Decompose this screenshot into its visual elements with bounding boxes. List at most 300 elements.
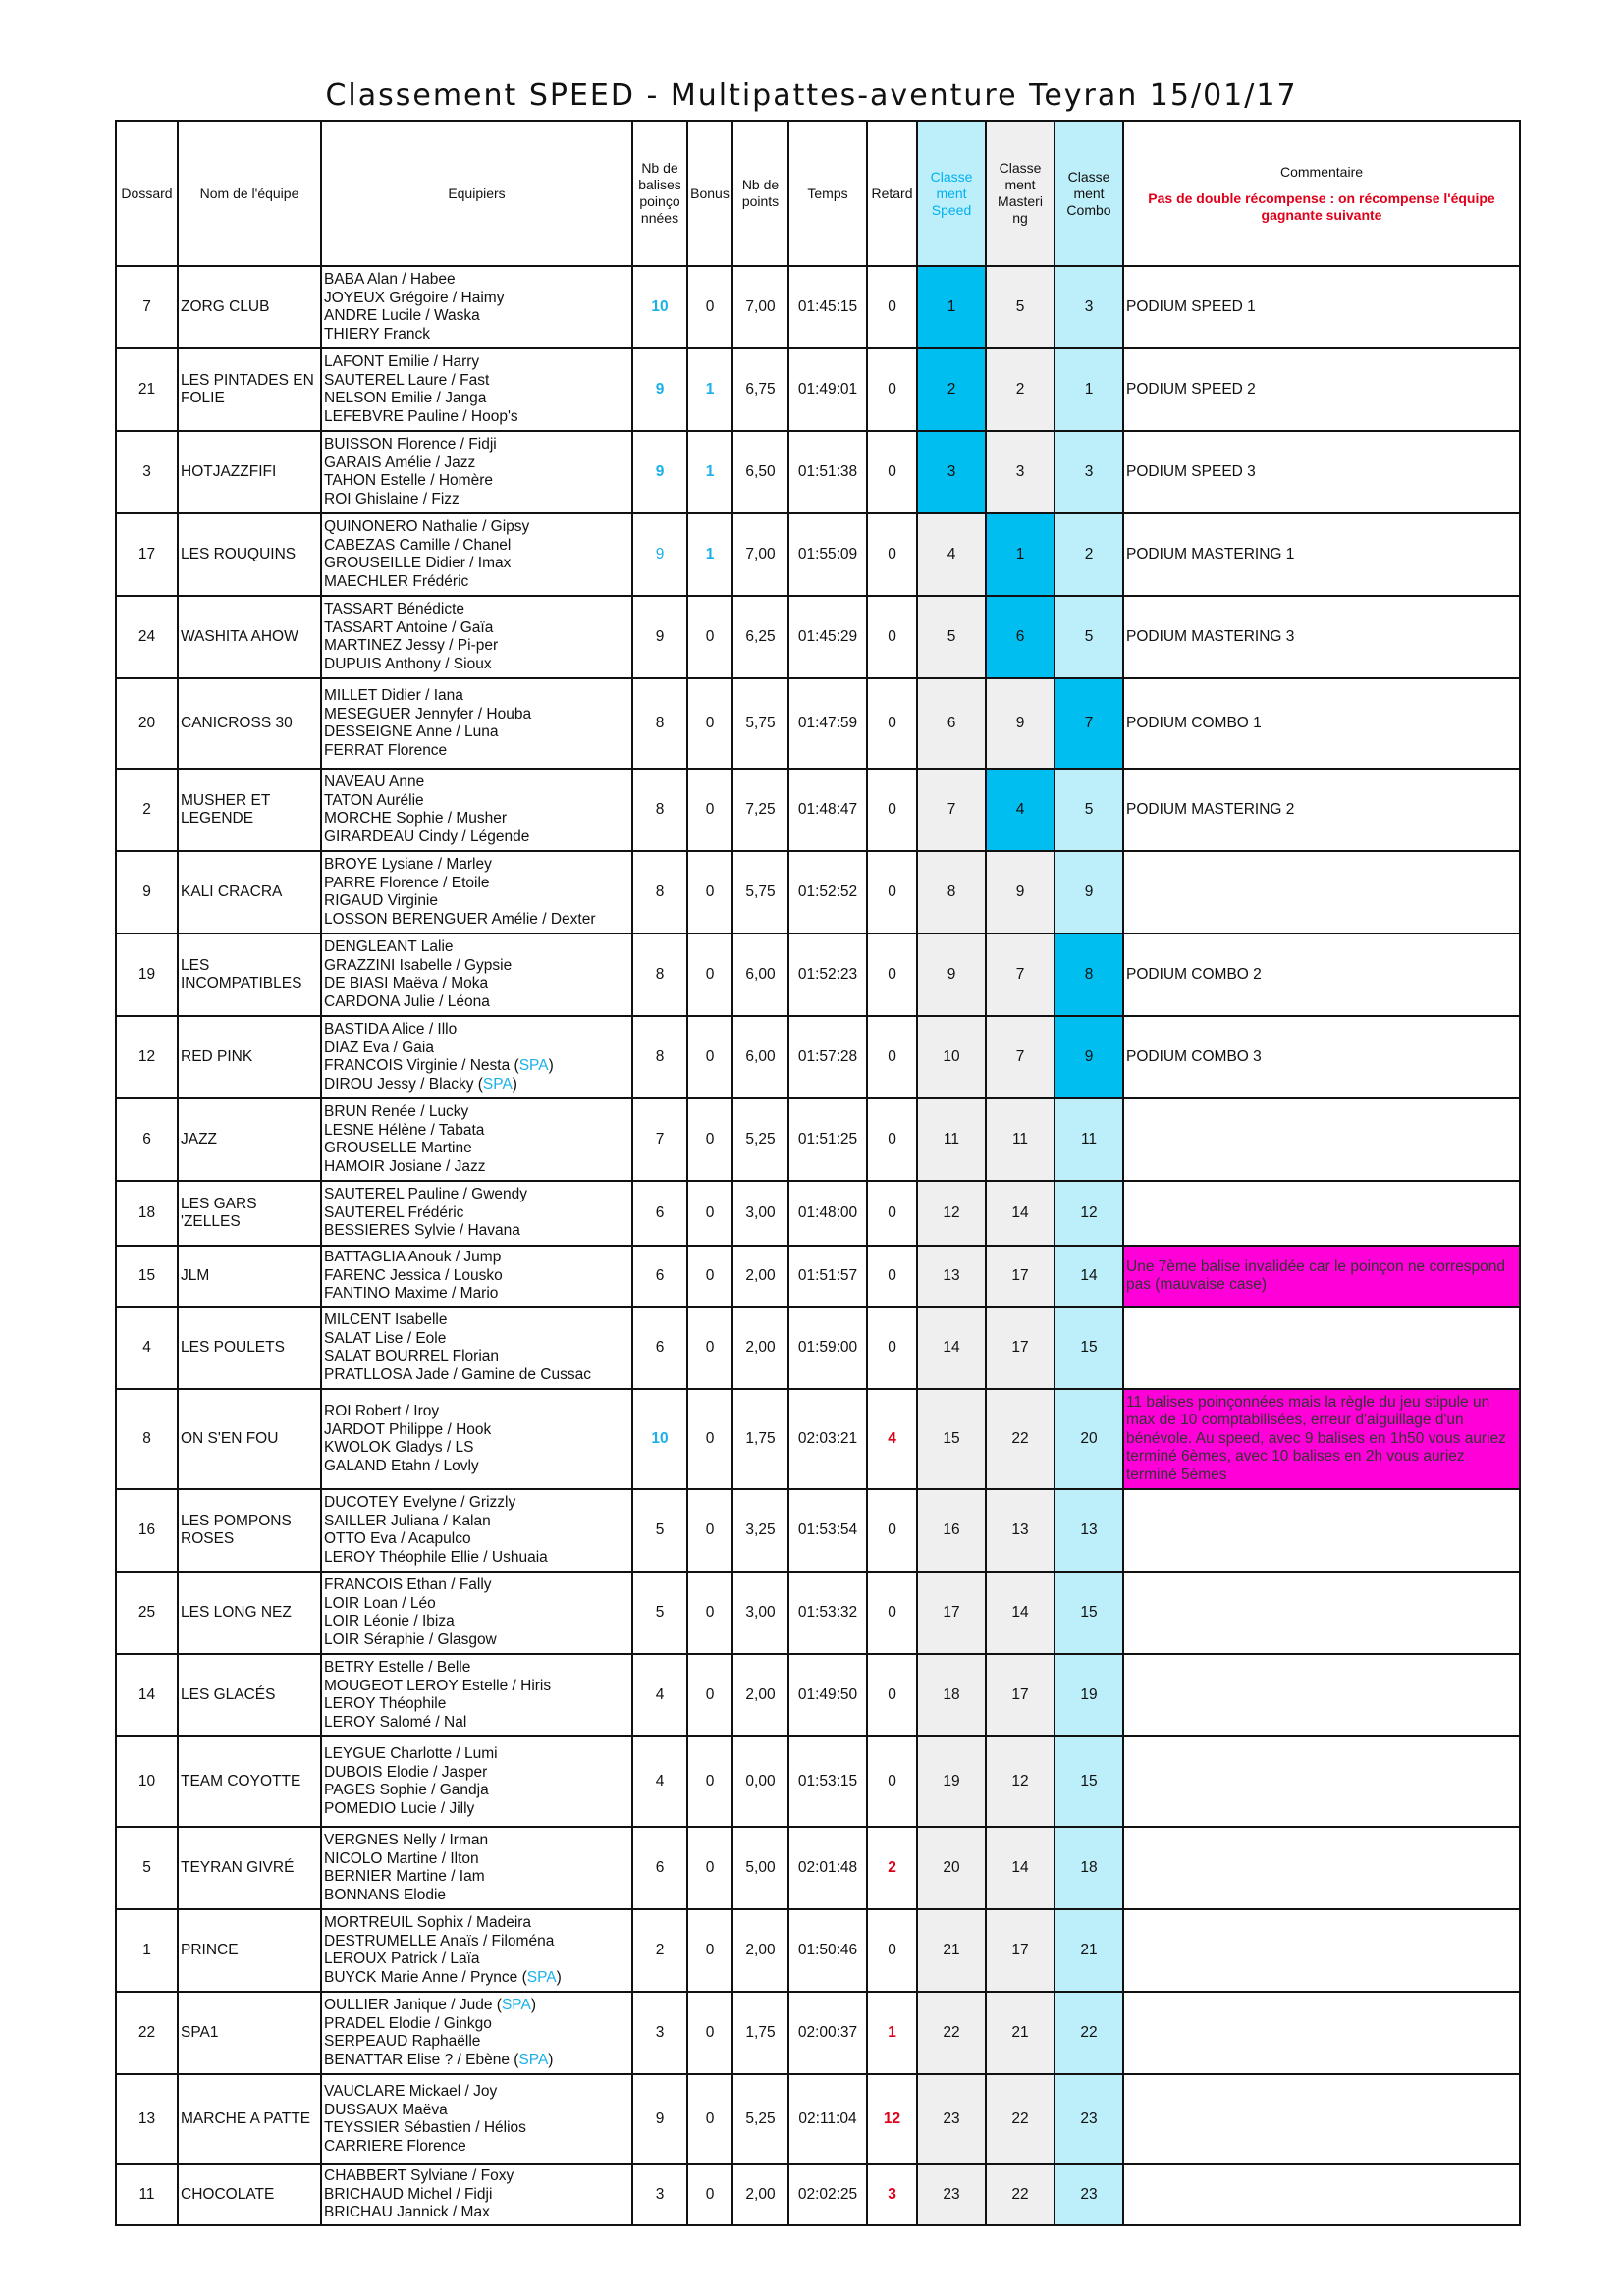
cell-temps: 02:01:48 [788, 1827, 867, 1909]
cell-rank-speed: 19 [917, 1736, 986, 1827]
cell-points: 5,75 [732, 851, 788, 934]
cell-retard: 4 [867, 1389, 917, 1489]
cell-points: 0,00 [732, 1736, 788, 1827]
cell-dossard: 4 [116, 1307, 178, 1389]
cell-commentaire: PODIUM SPEED 3 [1123, 431, 1520, 513]
cell-points: 5,25 [732, 1098, 788, 1181]
cell-rank-mastering: 3 [986, 431, 1055, 513]
cell-rank-mastering: 7 [986, 1016, 1055, 1098]
member-line: GARAIS Amélie / Jazz [324, 454, 476, 471]
header-balises: Nb de balises poinço nnées [632, 121, 687, 266]
cell-members [321, 1307, 632, 1389]
member-line: CABEZAS Camille / Chanel [324, 536, 512, 554]
member-line: SALAT Lise / Eole [324, 1329, 447, 1347]
member-line: OTTO Eva / Acapulco [324, 1530, 471, 1547]
member-suffix: ) [556, 1968, 562, 1986]
cell-balises: 5 [632, 1572, 687, 1654]
member-line: NICOLO Martine / Ilton [324, 1849, 479, 1867]
cell-rank-combo: 5 [1055, 769, 1123, 851]
table-row [116, 1736, 1520, 1827]
cell-points: 1,75 [732, 1389, 788, 1489]
member-line: TATON Aurélie [324, 791, 424, 809]
cell-retard: 0 [867, 1736, 917, 1827]
cell-bonus: 0 [687, 1827, 732, 1909]
cell-rank-mastering: 17 [986, 1654, 1055, 1736]
table-row [116, 266, 1520, 348]
cell-dossard: 9 [116, 851, 178, 934]
cell-bonus: 0 [687, 266, 732, 348]
cell-commentaire: 11 balises poinçonnées mais la règle du jeu stipule un max de 10 comptabilisées, erreur d'aiguillage d'un bénévole. Au speed, avec 9 balises en 1h50 vous auriez terminé 6èmes, avec 10 balises en 2h vous auriez terminé 5èmes [1123, 1389, 1520, 1489]
header-commentaire [1123, 121, 1520, 266]
cell-rank-speed: 23 [917, 2074, 986, 2164]
cell-rank-mastering: 9 [986, 678, 1055, 769]
cell-balises: 6 [632, 1181, 687, 1246]
member-line: QUINONERO Nathalie / Gipsy [324, 518, 530, 535]
cell-commentaire: PODIUM COMBO 1 [1123, 678, 1520, 769]
cell-commentaire: PODIUM MASTERING 3 [1123, 596, 1520, 678]
table-row [116, 1246, 1520, 1307]
member-line: BUISSON Florence / Fidji [324, 436, 497, 453]
member-line: FRANCOIS Ethan / Fally [324, 1576, 492, 1593]
cell-points: 5,00 [732, 1827, 788, 1909]
cell-points: 1,75 [732, 1992, 788, 2074]
cell-bonus: 1 [687, 513, 732, 596]
cell-rank-mastering: 17 [986, 1909, 1055, 1992]
member-line: NAVEAU Anne [324, 774, 425, 790]
cell-members [321, 431, 632, 513]
member-line: MILLET Didier / Iana [324, 687, 463, 704]
cell-dossard: 21 [116, 348, 178, 431]
cell-retard: 0 [867, 1246, 917, 1307]
cell-rank-combo: 2 [1055, 513, 1123, 596]
cell-commentaire [1123, 1572, 1520, 1654]
cell-bonus: 0 [687, 1246, 732, 1307]
cell-dossard: 17 [116, 513, 178, 596]
cell-team: LES ROUQUINS [178, 513, 321, 596]
cell-retard: 1 [867, 1992, 917, 2074]
cell-temps: 01:48:00 [788, 1181, 867, 1246]
header-rank-combo: Classe ment Combo [1055, 121, 1123, 266]
cell-retard: 0 [867, 1572, 917, 1654]
cell-dossard: 20 [116, 678, 178, 769]
cell-rank-combo: 8 [1055, 934, 1123, 1016]
cell-members [321, 348, 632, 431]
member-line: TEYSSIER Sébastien / Hélios [324, 2119, 526, 2136]
member-line: BROYE Lysiane / Marley [324, 856, 492, 873]
cell-temps: 02:00:37 [788, 1992, 867, 2074]
cell-team: LES LONG NEZ [178, 1572, 321, 1654]
cell-points: 6,00 [732, 1016, 788, 1098]
cell-team: LES POULETS [178, 1307, 321, 1389]
member-line: CARRIERE Florence [324, 2137, 466, 2155]
member-line: GROUSEILLE Didier / Imax [324, 555, 512, 571]
cell-bonus: 0 [687, 851, 732, 934]
cell-team: JLM [178, 1246, 321, 1307]
cell-retard: 3 [867, 2164, 917, 2225]
cell-dossard: 10 [116, 1736, 178, 1827]
member-line: KWOLOK Gladys / LS [324, 1439, 474, 1456]
cell-points: 3,00 [732, 1572, 788, 1654]
member-line: LOSSON BERENGUER Amélie / Dexter [324, 910, 596, 928]
cell-retard: 0 [867, 1654, 917, 1736]
cell-bonus: 0 [687, 2074, 732, 2164]
cell-balises: 3 [632, 1992, 687, 2074]
cell-temps: 01:51:25 [788, 1098, 867, 1181]
member-line: DENGLEANT Lalie [324, 938, 454, 955]
cell-retard: 0 [867, 513, 917, 596]
table-row [116, 769, 1520, 851]
member-line: SALAT BOURREL Florian [324, 1348, 500, 1364]
cell-rank-mastering: 14 [986, 1572, 1055, 1654]
cell-commentaire [1123, 2164, 1520, 2225]
table-row [116, 513, 1520, 596]
member-line: LEROY Salomé / Nal [324, 1713, 467, 1731]
member-line: PRADEL Elodie / Ginkgo [324, 2014, 492, 2032]
cell-team: WASHITA AHOW [178, 596, 321, 678]
cell-team: LES PINTADES EN FOLIE [178, 348, 321, 431]
header-rank-mastering: Classe ment Masteri ng [986, 121, 1055, 266]
cell-dossard: 24 [116, 596, 178, 678]
cell-team: LES GLACÉS [178, 1654, 321, 1736]
member-line: VAUCLARE Mickael / Joy [324, 2083, 498, 2100]
cell-bonus: 0 [687, 769, 732, 851]
spa-tag: SPA [518, 1057, 549, 1074]
cell-points: 7,00 [732, 266, 788, 348]
cell-members [321, 1572, 632, 1654]
cell-members [321, 1489, 632, 1572]
cell-temps: 01:49:50 [788, 1654, 867, 1736]
cell-retard: 0 [867, 596, 917, 678]
cell-rank-combo: 20 [1055, 1389, 1123, 1489]
cell-rank-mastering: 17 [986, 1246, 1055, 1307]
member-line: LEROY Théophile Ellie / Ushuaia [324, 1548, 548, 1566]
cell-balises: 6 [632, 1307, 687, 1389]
member-line: BRICHAU Jannick / Max [324, 2204, 490, 2221]
cell-balises: 9 [632, 348, 687, 431]
cell-dossard: 13 [116, 2074, 178, 2164]
cell-retard: 12 [867, 2074, 917, 2164]
cell-rank-mastering: 5 [986, 266, 1055, 348]
table-row [116, 934, 1520, 1016]
member-line: LEYGUE Charlotte / Lumi [324, 1745, 498, 1762]
member-line: BESSIERES Sylvie / Havana [324, 1222, 520, 1240]
cell-commentaire: Une 7ème balise invalidée car le poinçon ne correspond pas (mauvaise case) [1123, 1246, 1520, 1307]
cell-points: 5,25 [732, 2074, 788, 2164]
table-row [116, 2074, 1520, 2164]
cell-commentaire: PODIUM COMBO 3 [1123, 1016, 1520, 1098]
cell-retard: 0 [867, 1016, 917, 1098]
cell-temps: 02:03:21 [788, 1389, 867, 1489]
cell-dossard: 18 [116, 1181, 178, 1246]
cell-points: 6,00 [732, 934, 788, 1016]
cell-balises: 9 [632, 596, 687, 678]
table-row [116, 1489, 1520, 1572]
cell-points: 2,00 [732, 1246, 788, 1307]
cell-temps: 01:47:59 [788, 678, 867, 769]
cell-balises: 8 [632, 934, 687, 1016]
ranking-table [115, 120, 1521, 2226]
table-row [116, 1016, 1520, 1098]
cell-temps: 01:52:52 [788, 851, 867, 934]
member-line [324, 2052, 629, 2070]
cell-rank-speed: 7 [917, 769, 986, 851]
member-line: GRAZZINI Isabelle / Gypsie [324, 956, 513, 974]
cell-bonus: 0 [687, 1654, 732, 1736]
cell-members [321, 1909, 632, 1992]
cell-members [321, 513, 632, 596]
cell-members [321, 596, 632, 678]
cell-members [321, 2074, 632, 2164]
cell-temps: 01:45:29 [788, 596, 867, 678]
cell-members [321, 1827, 632, 1909]
table-row [116, 1992, 1520, 2074]
cell-rank-mastering: 14 [986, 1827, 1055, 1909]
member-line: MORTREUIL Sophix / Madeira [324, 1914, 532, 1931]
cell-balises: 8 [632, 678, 687, 769]
header-dossard: Dossard [116, 121, 178, 266]
cell-commentaire [1123, 1736, 1520, 1827]
cell-temps: 02:02:25 [788, 2164, 867, 2225]
cell-balises: 4 [632, 1736, 687, 1827]
cell-bonus: 0 [687, 1572, 732, 1654]
cell-rank-combo: 9 [1055, 1016, 1123, 1098]
spa-tag: SPA [518, 2051, 549, 2068]
cell-rank-speed: 12 [917, 1181, 986, 1246]
cell-balises: 10 [632, 266, 687, 348]
table-row [116, 1572, 1520, 1654]
table-row [116, 1827, 1520, 1909]
cell-rank-combo: 15 [1055, 1572, 1123, 1654]
cell-rank-combo: 18 [1055, 1827, 1123, 1909]
cell-balises: 6 [632, 1827, 687, 1909]
cell-dossard: 25 [116, 1572, 178, 1654]
member-line: POMEDIO Lucie / Jilly [324, 1799, 475, 1817]
cell-bonus: 0 [687, 1016, 732, 1098]
member-line: JARDOT Philippe / Hook [324, 1420, 492, 1438]
cell-rank-speed: 20 [917, 1827, 986, 1909]
cell-points: 2,00 [732, 1307, 788, 1389]
cell-points: 3,25 [732, 1489, 788, 1572]
member-line: FANTINO Maxime / Mario [324, 1285, 499, 1303]
cell-rank-speed: 18 [917, 1654, 986, 1736]
member-line: FERRAT Florence [324, 741, 448, 759]
table-row [116, 1909, 1520, 1992]
cell-members [321, 851, 632, 934]
cell-rank-speed: 2 [917, 348, 986, 431]
member-line: BRUN Renée / Lucky [324, 1103, 469, 1120]
cell-dossard: 7 [116, 266, 178, 348]
cell-temps: 01:50:46 [788, 1909, 867, 1992]
cell-retard: 2 [867, 1827, 917, 1909]
member-line: GROUSELLE Martine [324, 1140, 472, 1156]
spa-tag: SPA [482, 1075, 513, 1093]
cell-team: KALI CRACRA [178, 851, 321, 934]
cell-commentaire [1123, 1654, 1520, 1736]
header-temps: Temps [788, 121, 867, 266]
cell-commentaire: PODIUM COMBO 2 [1123, 934, 1520, 1016]
member-line: LEROUX Patrick / Laïa [324, 1950, 480, 1967]
cell-rank-mastering: 6 [986, 596, 1055, 678]
cell-rank-combo: 23 [1055, 2164, 1123, 2225]
member-line: TASSART Antoine / Gaïa [324, 618, 494, 636]
cell-rank-combo: 7 [1055, 678, 1123, 769]
cell-points: 2,00 [732, 1909, 788, 1992]
member-line: SERPEAUD Raphaëlle [324, 2033, 481, 2050]
header-commentaire-note: Pas de double récompense : on récompense l'équipe gagnante suivante [1148, 189, 1495, 223]
cell-bonus: 0 [687, 1181, 732, 1246]
cell-balises: 7 [632, 1098, 687, 1181]
header-rank-speed: Classe ment Speed [917, 121, 986, 266]
member-line: GALAND Etahn / Lovly [324, 1457, 479, 1474]
cell-rank-mastering: 22 [986, 1389, 1055, 1489]
spa-tag: SPA [501, 1997, 531, 2013]
member-line: JOYEUX Grégoire / Haimy [324, 289, 505, 306]
cell-team: ON S'EN FOU [178, 1389, 321, 1489]
cell-members [321, 1181, 632, 1246]
table-row [116, 851, 1520, 934]
cell-members [321, 1736, 632, 1827]
member-line [324, 1969, 629, 1988]
member-name: BENATTAR Elise ? / Ebène ( [324, 2051, 519, 2068]
table-row [116, 1654, 1520, 1736]
cell-balises: 2 [632, 1909, 687, 1992]
cell-balises: 9 [632, 513, 687, 596]
member-line [324, 1997, 629, 2015]
cell-rank-mastering: 4 [986, 769, 1055, 851]
cell-rank-speed: 4 [917, 513, 986, 596]
cell-members [321, 1098, 632, 1181]
cell-bonus: 0 [687, 596, 732, 678]
cell-members [321, 1389, 632, 1489]
cell-members [321, 678, 632, 769]
cell-members [321, 1992, 632, 2074]
cell-retard: 0 [867, 769, 917, 851]
cell-rank-speed: 21 [917, 1909, 986, 1992]
cell-rank-mastering: 14 [986, 1181, 1055, 1246]
cell-commentaire [1123, 1489, 1520, 1572]
member-line: FARENC Jessica / Lousko [324, 1266, 503, 1284]
cell-retard: 0 [867, 1098, 917, 1181]
cell-dossard: 6 [116, 1098, 178, 1181]
cell-bonus: 0 [687, 934, 732, 1016]
member-line: LESNE Hélène / Tabata [324, 1121, 485, 1139]
member-line: LEROY Théophile [324, 1695, 447, 1712]
cell-rank-speed: 11 [917, 1098, 986, 1181]
table-row [116, 1307, 1520, 1389]
cell-bonus: 0 [687, 678, 732, 769]
member-line: TASSART Bénédicte [324, 601, 465, 617]
header-commentaire-label: Commentaire [1279, 163, 1364, 180]
member-name: FRANCOIS Virginie / Nesta ( [324, 1057, 519, 1074]
cell-rank-speed: 9 [917, 934, 986, 1016]
table-row [116, 348, 1520, 431]
member-line: PARRE Florence / Etoile [324, 874, 490, 891]
cell-points: 6,25 [732, 596, 788, 678]
cell-points: 7,25 [732, 769, 788, 851]
cell-points: 6,50 [732, 431, 788, 513]
member-line: MOUGEOT LEROY Estelle / Hiris [324, 1677, 552, 1694]
cell-rank-speed: 5 [917, 596, 986, 678]
cell-members [321, 1654, 632, 1736]
cell-retard: 0 [867, 266, 917, 348]
cell-bonus: 0 [687, 1098, 732, 1181]
cell-commentaire [1123, 1909, 1520, 1992]
cell-members [321, 1246, 632, 1307]
cell-retard: 0 [867, 1181, 917, 1246]
cell-rank-speed: 14 [917, 1307, 986, 1389]
cell-retard: 0 [867, 1489, 917, 1572]
member-line: MILCENT Isabelle [324, 1311, 448, 1328]
member-line: DESTRUMELLE Anaïs / Filoména [324, 1932, 555, 1949]
member-line: ROI Ghislaine / Fizz [324, 490, 460, 507]
member-line: HAMOIR Josiane / Jazz [324, 1157, 486, 1175]
member-line: PRATLLOSA Jade / Gamine de Cussac [324, 1365, 591, 1383]
cell-dossard: 11 [116, 2164, 178, 2225]
table-body [116, 266, 1520, 2225]
cell-team: LES POMPONS ROSES [178, 1489, 321, 1572]
cell-bonus: 1 [687, 348, 732, 431]
member-line: BETRY Estelle / Belle [324, 1659, 471, 1676]
table-row [116, 1181, 1520, 1246]
cell-members [321, 1016, 632, 1098]
member-line: MAECHLER Frédéric [324, 572, 469, 590]
cell-rank-combo: 5 [1055, 596, 1123, 678]
cell-temps: 01:53:32 [788, 1572, 867, 1654]
cell-retard: 0 [867, 348, 917, 431]
cell-temps: 01:53:54 [788, 1489, 867, 1572]
member-line: SAILLER Juliana / Kalan [324, 1512, 491, 1529]
cell-team: JAZZ [178, 1098, 321, 1181]
cell-dossard: 3 [116, 431, 178, 513]
cell-bonus: 0 [687, 1909, 732, 1992]
cell-bonus: 0 [687, 1992, 732, 2074]
cell-balises: 9 [632, 2074, 687, 2164]
member-suffix: ) [548, 2051, 554, 2068]
cell-bonus: 0 [687, 1389, 732, 1489]
cell-rank-mastering: 2 [986, 348, 1055, 431]
member-line: THIERY Franck [324, 325, 430, 343]
spa-tag: SPA [526, 1968, 557, 1986]
cell-bonus: 0 [687, 1736, 732, 1827]
cell-temps: 01:49:01 [788, 348, 867, 431]
cell-rank-combo: 21 [1055, 1909, 1123, 1992]
cell-rank-combo: 9 [1055, 851, 1123, 934]
cell-team: TEAM COYOTTE [178, 1736, 321, 1827]
cell-balises: 5 [632, 1489, 687, 1572]
cell-balises: 6 [632, 1246, 687, 1307]
member-name: OULLIER Janique / Jude ( [324, 1997, 502, 2013]
cell-rank-mastering: 7 [986, 934, 1055, 1016]
cell-team: HOTJAZZFIFI [178, 431, 321, 513]
member-line: BRICHAUD Michel / Fidji [324, 2185, 493, 2203]
member-name: BUYCK Marie Anne / Prynce ( [324, 1968, 527, 1986]
member-line: LOIR Loan / Léo [324, 1594, 436, 1612]
cell-members [321, 2164, 632, 2225]
member-line: TAHON Estelle / Homère [324, 472, 493, 489]
cell-rank-combo: 19 [1055, 1654, 1123, 1736]
cell-points: 6,75 [732, 348, 788, 431]
cell-rank-speed: 22 [917, 1992, 986, 2074]
header-team: Nom de l'équipe [178, 121, 321, 266]
cell-rank-combo: 1 [1055, 348, 1123, 431]
cell-rank-mastering: 11 [986, 1098, 1055, 1181]
cell-dossard: 8 [116, 1389, 178, 1489]
cell-rank-combo: 3 [1055, 431, 1123, 513]
cell-dossard: 2 [116, 769, 178, 851]
cell-balises: 10 [632, 1389, 687, 1489]
member-line: BABA Alan / Habee [324, 271, 456, 288]
cell-rank-combo: 14 [1055, 1246, 1123, 1307]
